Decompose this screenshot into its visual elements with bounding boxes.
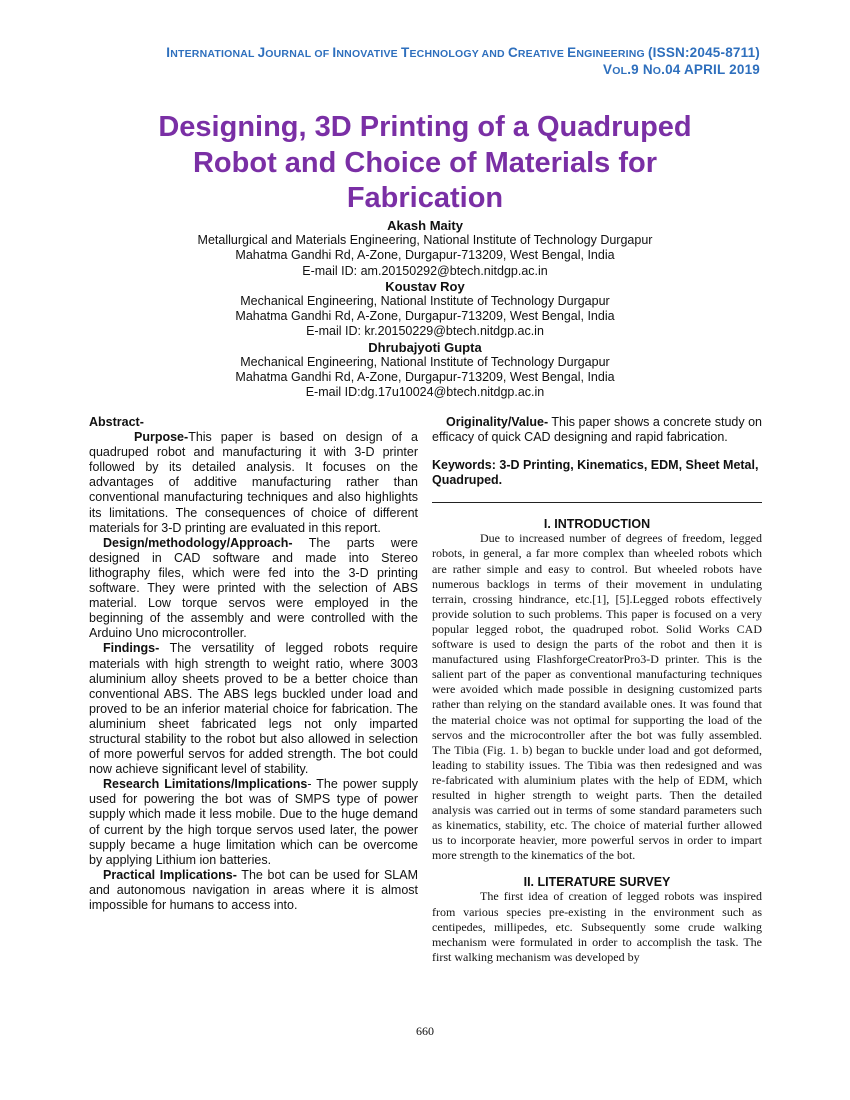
author-affiliation: Mechanical Engineering, National Institute of Technology Durgapur [240, 294, 610, 309]
keywords: Keywords: 3-D Printing, Kinematics, EDM, Sheet Metal, Quadruped. [432, 458, 759, 488]
abstract-findings: Findings- The versatility of legged robots require materials with high strength to weight ratio, where 3003 aluminium alloy sheets proved to be a better choice than conventional ABS. The ABS legs buckled under load and proved to be an inferior material choice for fabrication. The aluminium sheet fabricated legs not only imparted structural stability to the robot but also allowed in selection of more powerful servos for added strength. The bot could now achieve significant level of stability. [89, 641, 418, 777]
author-name: Akash Maity [387, 218, 463, 233]
author-email: E-mail ID: am.20150292@btech.nitdgp.ac.in [302, 263, 548, 278]
author-email: E-mail ID: kr.20150229@btech.nitdgp.ac.in [306, 324, 544, 339]
literature-survey-text: The first idea of creation of legged robots was inspired from various species pre-existing in the environment such as centipedes, millipedes, etc. Subsequently some crude walking mechanism were formulated in order to accomplish the task. The first walking mechanism was developed by [432, 889, 762, 964]
right-column [432, 415, 762, 965]
paper-title [90, 110, 760, 217]
abstract-purpose: Purpose-This paper is based on design of a quadruped robot and manufacturing it with 3-D printer followed by its detailed analysis. It focuses on the advantages of additive manufacturing rather than conventional manufacturing techniques and also highlights its limitations. The consequences of choice of different materials for 3-D printing are evaluated in this report. [89, 430, 418, 535]
abstract-practical: Practical Implications- The bot can be used for SLAM and autonomous navigation in areas where it is almost impossible for humans to access into. [89, 867, 418, 912]
journal-volume: VOL.9 NO.04 APRIL 2019 [603, 62, 760, 77]
journal-title-line: I [166, 45, 171, 60]
abstract-design: Design/methodology/Approach- The parts were designed in CAD software and made into Stereo lithography files, which were fed into the 3-D printing software. They were printed with the selection of ABS material. Low torque servos were employed in the beginning of the assembly and were controlled with the Arduino Uno microcontroller. [89, 535, 418, 641]
section-heading-introduction: I. INTRODUCTION [543, 517, 651, 532]
abstract-heading: Abstract- [89, 415, 144, 429]
section-heading-literature-survey: II. LITERATURE SURVEY [523, 875, 671, 890]
title-line: Designing, 3D Printing of a Quadruped [158, 111, 692, 143]
author-name: Koustav Roy [385, 278, 465, 294]
author-affiliation: Metallurgical and Materials Engineering, National Institute of Technology Durgapur [197, 233, 653, 248]
author-address: Mahatma Gandhi Rd, A-Zone, Durgapur-713209, West Bengal, India [235, 309, 615, 324]
title-line: Robot and Choice of Materials for [192, 146, 658, 179]
author-address: Mahatma Gandhi Rd, A-Zone, Durgapur-713209, West Bengal, India [235, 248, 615, 263]
page-number: 660 [416, 1024, 434, 1038]
author-name: Dhrubajyoti Gupta [368, 339, 482, 355]
originality-paragraph: Originality/Value- This paper shows a concrete study on efficacy of quick CAD designing and rapid fabrication. [432, 415, 762, 445]
author-affiliation: Mechanical Engineering, National Institute of Technology Durgapur [240, 354, 610, 369]
section-divider [432, 502, 762, 503]
author-address: Mahatma Gandhi Rd, A-Zone, Durgapur-713209, West Bengal, India [235, 370, 615, 385]
author-email: E-mail ID:dg.17u10024@btech.nitdgp.ac.in [305, 385, 545, 400]
abstract-limitations: Research Limitations/Implications- The power supply used for powering the bot was of SMPS type of power supply which made it less mobile. Due to the huge demand of current by the high torque servos used later, the power supply became a huge limitation which can be overcome by applying Lithium ion batteries. [89, 777, 418, 867]
introduction-text: Due to increased number of degrees of freedom, legged robots, in general, a far more complex than wheeled robots which are rather simple and easy to control. But wheeled robots have numerous backlogs in terms of their movement in undulating terrain, crossing hindrance, etc.[1], [5].Legged robots effectively provide solution to such problems. This paper is focused on a very popular legged robot, the quadruped robot. Solid Works CAD software is used to design the parts of the robot and then it is manufactured using FlashforgeCreatorPro3-D printer. This is the salient part of the paper as conventional manufacturing techniques were avoided which made possible in designing customized parts rather than relying on the standard available ones. It was found that the material choice was not optimal for supporting the load of the servos and the microcontroller after the bot was fully assembled. The Tibia (Fig. 1. b) began to buckle under load and got deformed, leading to stability issues. The Tibia was then redesigned and was re-fabricated with aluminium plates with the help of EDM, which resulted in higher strength to weight parts. Then the detailed analysis was carried out in terms of some standard parameters such as kinematics, stability, etc. The choice of material further allowed us to incorporate heavier, more powerful servos in order to impart more strength to the kinematics of the bot. [432, 531, 762, 863]
title-line: Fabrication [346, 182, 504, 214]
abstract-column [89, 415, 418, 913]
journal-header: INTERNATIONAL JOURNAL OF INNOVATIVE TECHNOLOGY AND CREATIVE ENGINEERING (ISSN:2045-8711) [166, 45, 760, 60]
author-block [90, 218, 760, 400]
